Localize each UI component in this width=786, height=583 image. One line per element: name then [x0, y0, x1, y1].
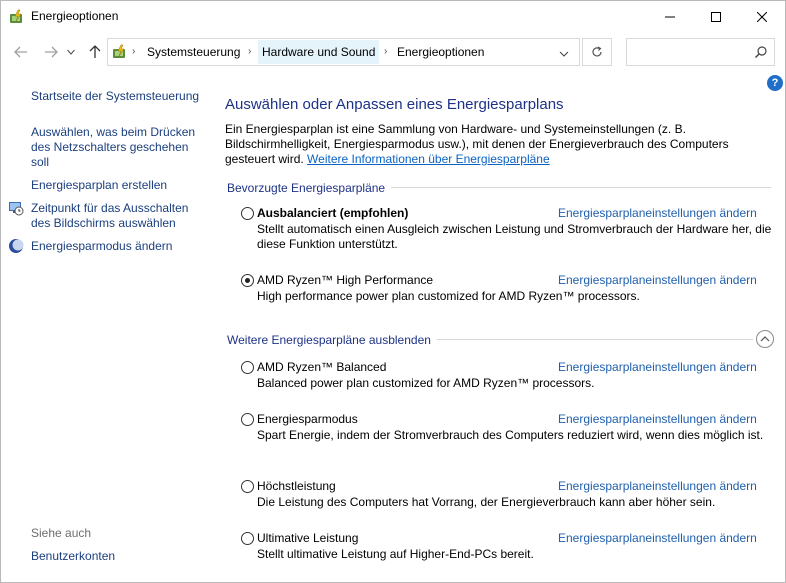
link-change-sleep-mode[interactable]: Energiesparmodus ändern	[31, 239, 173, 253]
plan-radio-amd-high-performance[interactable]	[241, 274, 254, 287]
plan-radio-hoechstleistung[interactable]	[241, 480, 254, 493]
forward-button[interactable]	[41, 43, 61, 61]
plan-radio-ausbalanciert[interactable]	[241, 207, 254, 220]
navigation-bar	[1, 35, 785, 69]
chevron-right-icon[interactable]: ›	[248, 46, 252, 57]
change-plan-settings-link[interactable]: Energiesparplaneinstellungen ändern	[558, 206, 757, 220]
arrow-up-icon	[89, 45, 101, 59]
preferred-plans-heading: Bevorzugte Energiesparpläne	[227, 181, 391, 195]
plan-description: Spart Energie, indem der Stromverbrauch des Computers reduziert wird, wenn dies möglich ist.	[257, 428, 764, 442]
power-options-icon	[112, 44, 128, 60]
breadcrumb-hardware-und-sound[interactable]: Hardware und Sound	[258, 40, 379, 64]
more-info-link[interactable]: Weitere Informationen über Energiesparpläne	[307, 152, 550, 166]
up-button[interactable]	[85, 43, 105, 61]
plan-description: Die Leistung des Computers hat Vorrang, der Energieverbrauch kann aber höher sein.	[257, 495, 716, 509]
plan-name[interactable]: AMD Ryzen™ High Performance	[257, 273, 434, 287]
breadcrumb-energieoptionen[interactable]: Energieoptionen	[397, 45, 485, 59]
chevron-down-icon	[67, 49, 75, 55]
chevron-down-icon	[559, 50, 569, 58]
link-create-power-plan[interactable]: Energiesparplan erstellen	[31, 178, 168, 192]
close-icon	[757, 12, 767, 22]
link-power-button-action[interactable]: Auswählen, was beim Drücken des Netzschalters geschehen soll	[31, 125, 196, 169]
plan-description: High performance power plan customized for AMD Ryzen™ processors.	[257, 289, 640, 303]
change-plan-settings-link[interactable]: Energiesparplaneinstellungen ändern	[558, 273, 757, 287]
plan-name[interactable]: AMD Ryzen™ Balanced	[257, 360, 387, 374]
more-plans-heading[interactable]: Weitere Energiesparpläne ausblenden	[227, 333, 437, 347]
close-button[interactable]	[739, 1, 785, 32]
plan-radio-energiesparmodus[interactable]	[241, 413, 254, 426]
intro-description: Ein Energiesparplan ist eine Sammlung von Hardware- und Systemeinstellungen (z. B. Bildschirmhelligkeit, Energiesparmodus usw.), mit denen der Energieverbrauch des Computers gesteuert wird.	[225, 122, 729, 166]
link-user-accounts[interactable]: Benutzerkonten	[31, 549, 116, 563]
address-bar[interactable]	[107, 38, 580, 66]
arrow-right-icon	[44, 46, 58, 58]
change-plan-settings-link[interactable]: Energiesparplaneinstellungen ändern	[558, 531, 757, 545]
sleep-mode-icon	[8, 238, 24, 254]
plan-radio-ultimative-leistung[interactable]	[241, 532, 254, 545]
link-display-off-time[interactable]: Zeitpunkt für das Ausschalten des Bildschirms auswählen	[31, 201, 189, 230]
chevron-up-icon	[760, 336, 770, 342]
plan-description: Balanced power plan customized for AMD Ryzen™ processors.	[257, 376, 595, 390]
plan-name[interactable]: Energiesparmodus	[257, 412, 358, 426]
plan-name[interactable]: Höchstleistung	[257, 479, 336, 493]
collapse-button[interactable]	[756, 330, 774, 348]
plan-description: Stellt automatisch einen Ausgleich zwischen Leistung und Stromverbrauch der Hardware her, die diese Funktion unterstützt.	[257, 222, 772, 251]
arrow-left-icon	[14, 46, 28, 58]
monitor-clock-icon	[8, 200, 24, 216]
search-input[interactable]	[626, 38, 775, 66]
intro-text	[225, 122, 781, 167]
page-title: Auswählen oder Anpassen eines Energiesparplans	[225, 96, 564, 113]
recent-locations-button[interactable]	[65, 43, 77, 61]
chevron-right-icon[interactable]: ›	[132, 46, 136, 57]
change-plan-settings-link[interactable]: Energiesparplaneinstellungen ändern	[558, 412, 757, 426]
plan-radio-amd-balanced[interactable]	[241, 361, 254, 374]
power-options-icon	[9, 9, 25, 25]
link-control-panel-home[interactable]: Startseite der Systemsteuerung	[31, 89, 200, 103]
change-plan-settings-link[interactable]: Energiesparplaneinstellungen ändern	[558, 479, 757, 493]
window-title: Energieoptionen	[31, 9, 119, 23]
search-icon	[754, 45, 768, 62]
refresh-icon	[591, 46, 603, 58]
plan-name[interactable]: Ultimative Leistung	[257, 531, 359, 545]
plan-name[interactable]: Ausbalanciert (empfohlen)	[257, 206, 409, 220]
title-bar[interactable]	[1, 1, 785, 32]
address-dropdown-button[interactable]	[559, 47, 569, 61]
minimize-button[interactable]	[647, 1, 693, 32]
breadcrumb-systemsteuerung[interactable]: Systemsteuerung	[147, 45, 241, 59]
maximize-button[interactable]	[693, 1, 739, 32]
chevron-right-icon[interactable]: ›	[384, 46, 388, 57]
minimize-icon	[665, 12, 675, 22]
change-plan-settings-link[interactable]: Energiesparplaneinstellungen ändern	[558, 360, 757, 374]
plan-description: Stellt ultimative Leistung auf Higher-End-PCs bereit.	[257, 547, 534, 561]
back-button[interactable]	[11, 43, 31, 61]
refresh-button[interactable]	[582, 38, 612, 66]
help-icon[interactable]: ?	[767, 75, 783, 91]
maximize-icon	[711, 12, 721, 22]
see-also-heading: Siehe auch	[31, 526, 92, 540]
